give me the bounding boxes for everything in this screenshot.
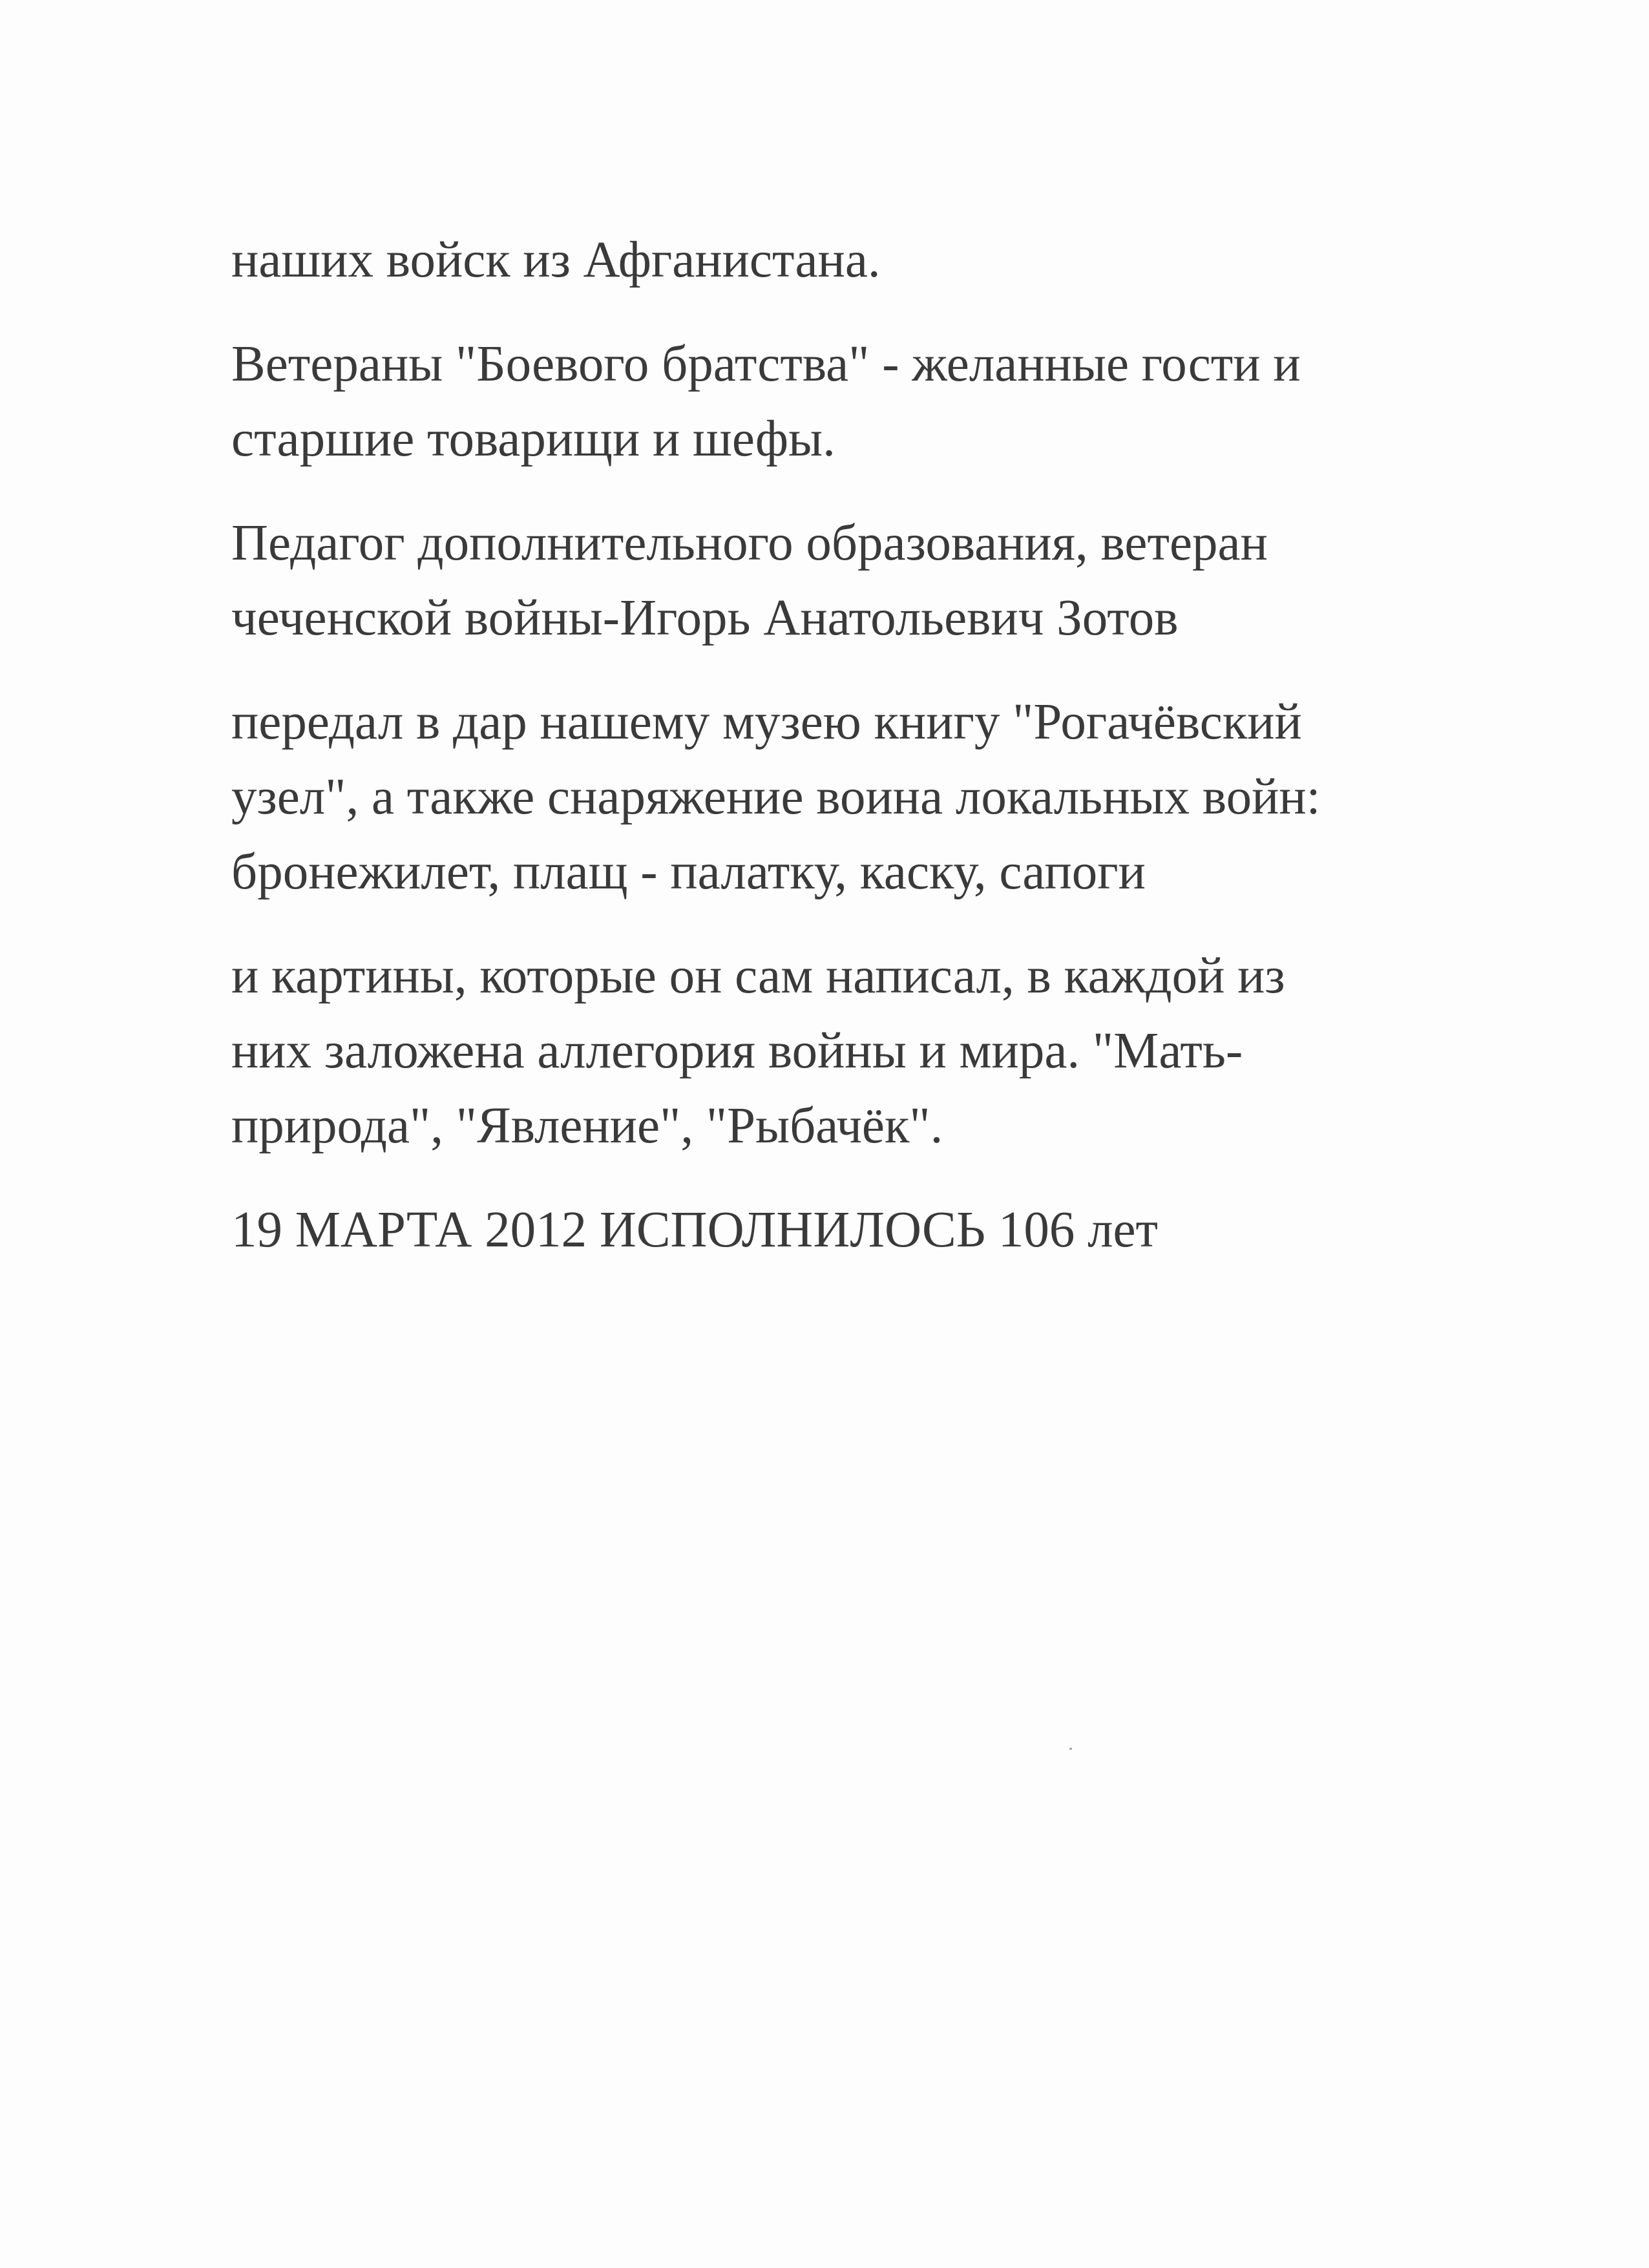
text-line: чеченской войны-Игорь Анатольевич Зотов bbox=[231, 590, 1179, 646]
text-line: Педагог дополнительного образования, ветеран bbox=[231, 515, 1268, 571]
paragraph-donation bbox=[231, 685, 1524, 910]
paragraph-paintings bbox=[231, 939, 1524, 1164]
text-line: и картины, которые он сам написал, в каждой из bbox=[231, 948, 1285, 1004]
text-line: Ветераны "Боевого братства" - желанные гости и bbox=[231, 336, 1301, 392]
paragraph-veterans bbox=[231, 327, 1524, 477]
text-line: узел", а также снаряжение воина локальных войн: bbox=[231, 769, 1321, 825]
paragraph-teacher bbox=[231, 506, 1524, 656]
paragraph-anniversary bbox=[231, 1193, 1524, 1268]
text-line: бронежилет, плащ - палатку, каску, сапоги bbox=[231, 844, 1146, 900]
text-line: 19 МАРТА 2012 ИСПОЛНИЛОСЬ 106 лет bbox=[231, 1202, 1159, 1258]
text-line: природа", "Явление", "Рыбачёк". bbox=[231, 1098, 943, 1154]
text-line: них заложена аллегория войны и мира. "Мать- bbox=[231, 1023, 1243, 1079]
document-body bbox=[231, 223, 1524, 1297]
text-line: старшие товарищи и шефы. bbox=[231, 411, 835, 467]
scan-speck bbox=[1069, 1748, 1072, 1750]
text-line: передал в дар нашему музею книгу "Рогачёвский bbox=[231, 694, 1302, 750]
paragraph-withdrawal bbox=[231, 223, 1524, 298]
text-line: наших войск из Афганистана. bbox=[231, 232, 881, 288]
